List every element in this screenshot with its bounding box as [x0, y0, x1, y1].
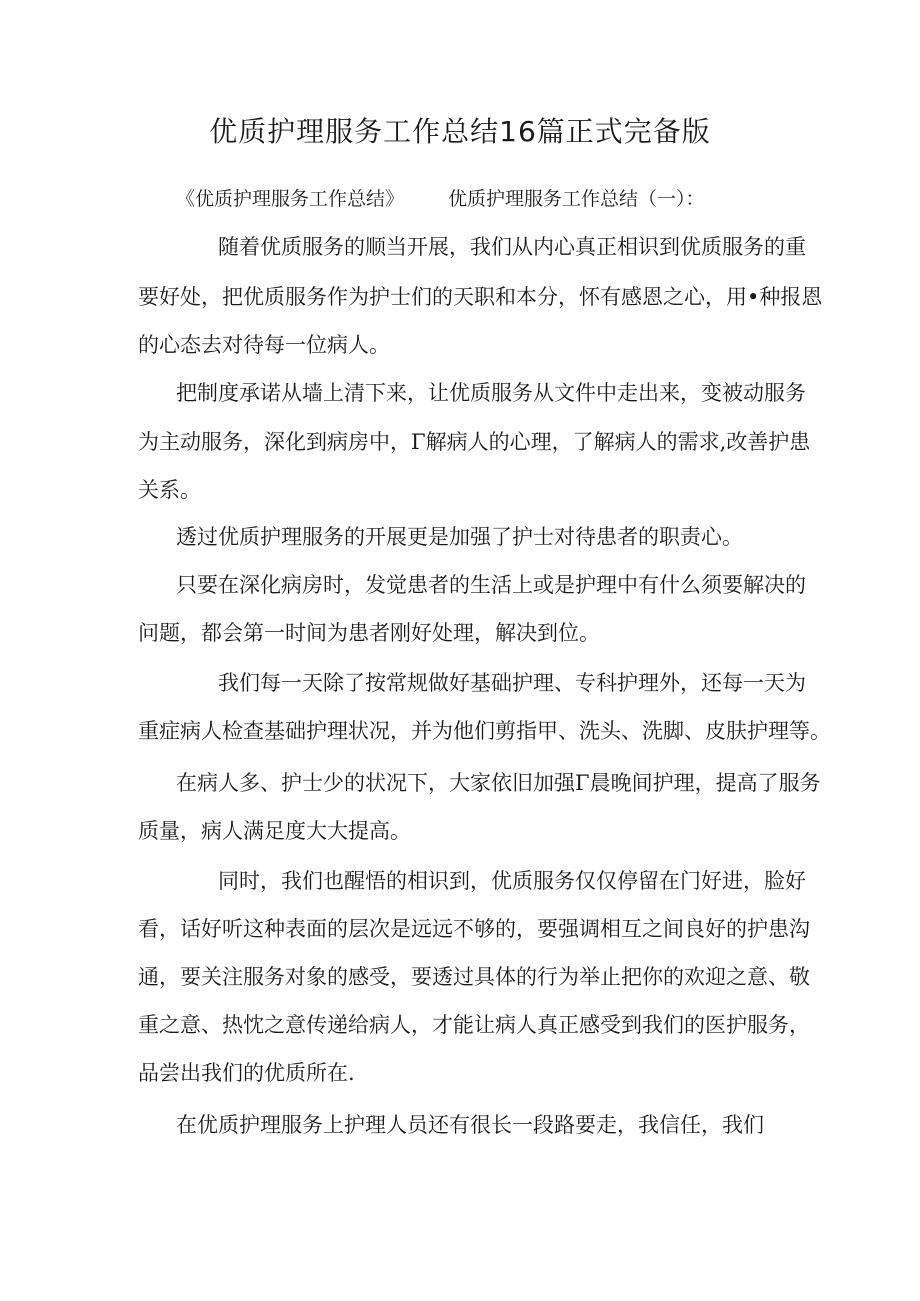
paragraph-line: 同时，我们也醒悟的相识到，优质服务仅仅停留在门好进，脸好 — [218, 869, 806, 893]
document-title: 优质护理服务工作总结16篇正式完备版 — [209, 115, 711, 148]
paragraph-line: 我们每一天除了按常规做好基础护理、专科护理外，还每一天为 — [218, 671, 806, 695]
paragraph-line: 品尝出我们的优质所在. — [138, 1061, 355, 1085]
paragraph-line: 只要在深化病房时，发觉患者的生活上或是护理中有什么须要解决的 — [176, 573, 806, 597]
subtitle-section-heading: 优质护理服务工作总结（一）： — [448, 188, 705, 210]
paragraph-line: 问题，都会第一时间为患者刚好处理，解决到位。 — [138, 621, 600, 645]
paragraph-line: 关系。 — [138, 478, 201, 502]
paragraph-line: 重症病人检查基础护理状况，并为他们剪指甲、洗头、洗脚、皮肤护理等。 — [138, 719, 831, 743]
paragraph-line: 要好处，把优质服务作为护士们的天职和本分，怀有感恩之心，用•种报恩 — [138, 285, 823, 309]
paragraph-line: 质量，病人满足度大大提高。 — [138, 819, 411, 843]
paragraph-line: 把制度承诺从墙上清下来，让优质服务从文件中走出来，变被动服务 — [176, 381, 806, 405]
paragraph-line: 为主动服务，深化到病房中，Γ解病人的心理，了解病人的需求,改善护患 — [138, 430, 811, 454]
paragraph-line: 通，要关注服务对象的感受，要透过具体的行为举止把你的欢迎之意、敬 — [138, 965, 810, 989]
paragraph-line: 随着优质服务的顺当开展，我们从内心真正相识到优质服务的重 — [218, 235, 806, 259]
paragraph-line: 透过优质护理服务的开展更是加强了护士对待患者的职责心。 — [176, 525, 743, 549]
paragraph-line: 的心态去对待每一位病人。 — [138, 333, 390, 357]
document-subtitle — [176, 184, 705, 211]
subtitle-book-title: 《优质护理服务工作总结》 — [176, 188, 405, 210]
paragraph-line: 重之意、热忱之意传递给病人，才能让病人真正感受到我们的医护服务， — [138, 1013, 810, 1037]
paragraph-line: 在病人多、护士少的状况下，大家依旧加强Γ晨晚间护理，提高了服务 — [176, 771, 821, 795]
paragraph-line: 在优质护理服务上护理人员还有很长一段路要走，我信任，我们 — [176, 1113, 764, 1137]
paragraph-line: 看，话好听这种表面的层次是远远不够的，要强调相互之间良好的护患沟 — [138, 917, 810, 941]
